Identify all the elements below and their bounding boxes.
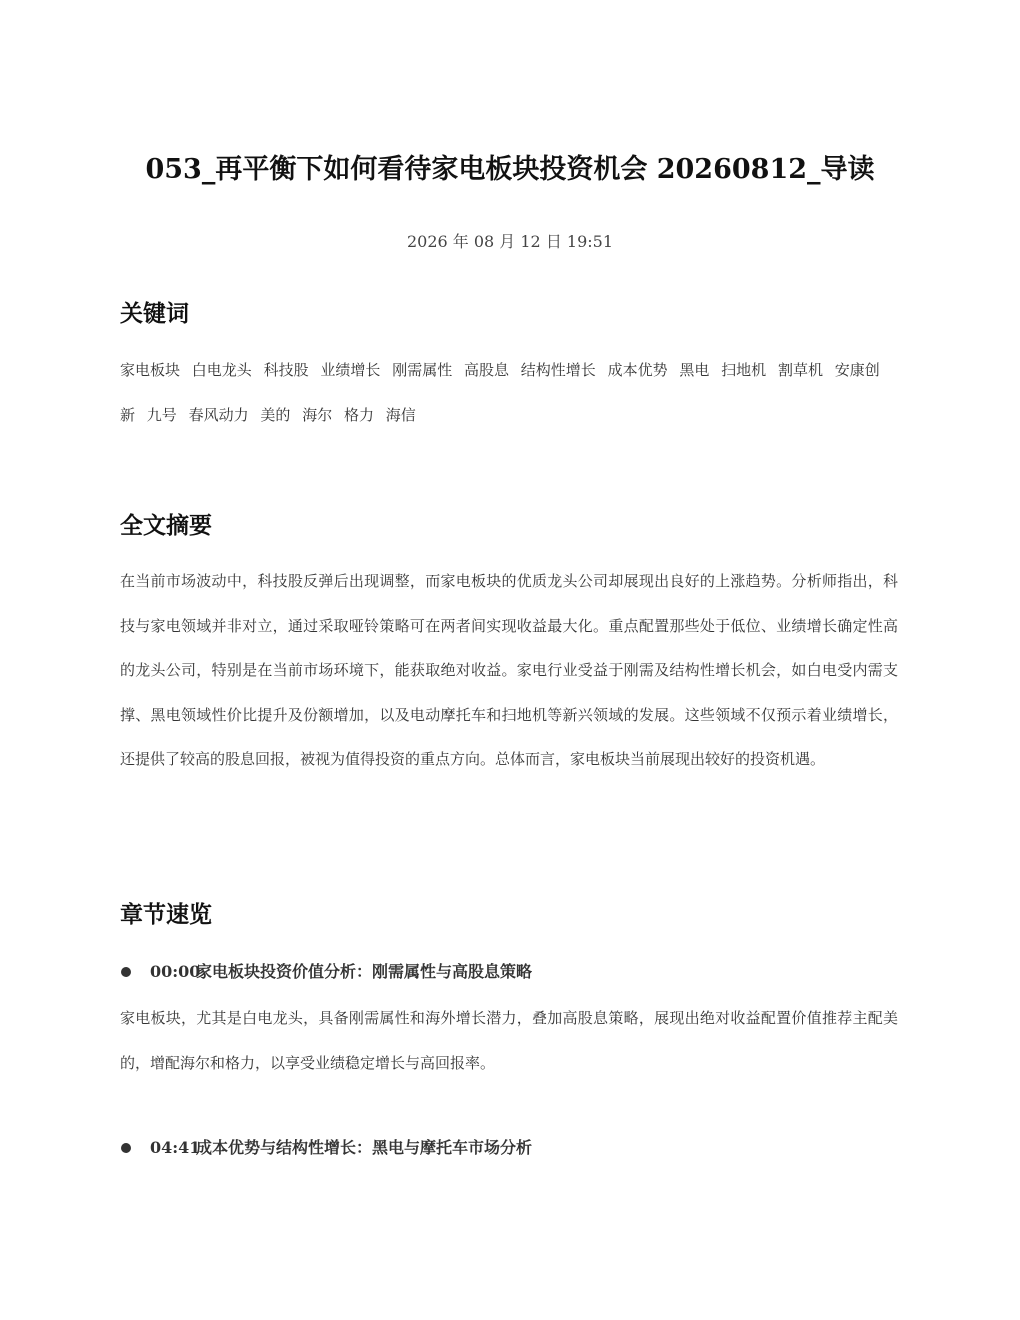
summary-text: 在当前市场波动中，科技股反弹后出现调整，而家电板块的优质龙头公司却展现出良好的上涨趋势。分析师指出，科技与家电领域并非对立，通过采取哑铃策略可在两者间实现收益最大化。重点配置那些处于低位、业绩增长确定性高的龙头公司，特别是在当前市场环境下，能获取绝对收益。家电行业受益于刚需及结构性增长机会，如白电受内需支撑、黑电领域性价比提升及份额增加，以及电动摩托车和扫地机等新兴领域的发展。这些领域不仅预示着业绩增长，还提供了较高的股息回报，被视为值得投资的重点方向。总体而言，家电板块当前展现出较好的投资机遇。 — [120, 572, 898, 768]
keyword: 结构性增长 — [520, 361, 596, 379]
keywords-heading: 关键词 — [120, 301, 189, 327]
keyword: 科技股 — [263, 361, 309, 379]
keyword: 海信 — [385, 405, 416, 424]
chapter-summary: 家电板块，尤其是白电龙头，具备刚需属性和海外增长潜力，叠加高股息策略，展现出绝对收益配置价值推荐主配美的，增配海尔和格力，以享受业绩稳定增长与高回报率。 — [120, 1009, 898, 1072]
keyword: 安康创新 — [120, 361, 880, 424]
keyword: 家电板块 — [120, 361, 181, 379]
keyword: 白电龙头 — [191, 361, 252, 379]
keyword: 九号 — [146, 405, 177, 424]
chapters-heading: 章节速览 — [120, 902, 212, 928]
chapter-item-heading — [120, 1133, 898, 1163]
bullet-dot-icon — [121, 967, 131, 977]
chapter-timestamp: 00:00 — [150, 962, 201, 981]
bullet-dot-icon — [121, 1143, 131, 1153]
chapter-title: 成本优势与结构性增长：黑电与摩托车市场分析 — [196, 1138, 533, 1157]
document-date: 2026 年 08 月 12 日 19:51 — [406, 232, 614, 251]
keyword-list — [120, 348, 898, 437]
chapter-title: 家电板块投资价值分析：刚需属性与高股息策略 — [196, 962, 533, 981]
keyword: 黑电 — [679, 361, 710, 379]
keyword: 刚需属性 — [392, 361, 453, 379]
keyword: 格力 — [343, 405, 374, 424]
keyword: 成本优势 — [607, 361, 668, 379]
keyword: 美的 — [260, 405, 291, 424]
keyword: 春风动力 — [188, 405, 249, 424]
chapter-timestamp: 04:41 — [150, 1138, 201, 1157]
keyword: 高股息 — [463, 361, 509, 379]
keyword: 割草机 — [777, 361, 823, 379]
keyword: 业绩增长 — [320, 361, 381, 379]
keyword: 海尔 — [302, 405, 333, 424]
document-title: 053_再平衡下如何看待家电板块投资机会 20260812_导读 — [145, 154, 875, 185]
summary-heading: 全文摘要 — [120, 513, 212, 539]
keyword: 扫地机 — [721, 361, 767, 379]
chapter-item-heading — [120, 957, 898, 987]
